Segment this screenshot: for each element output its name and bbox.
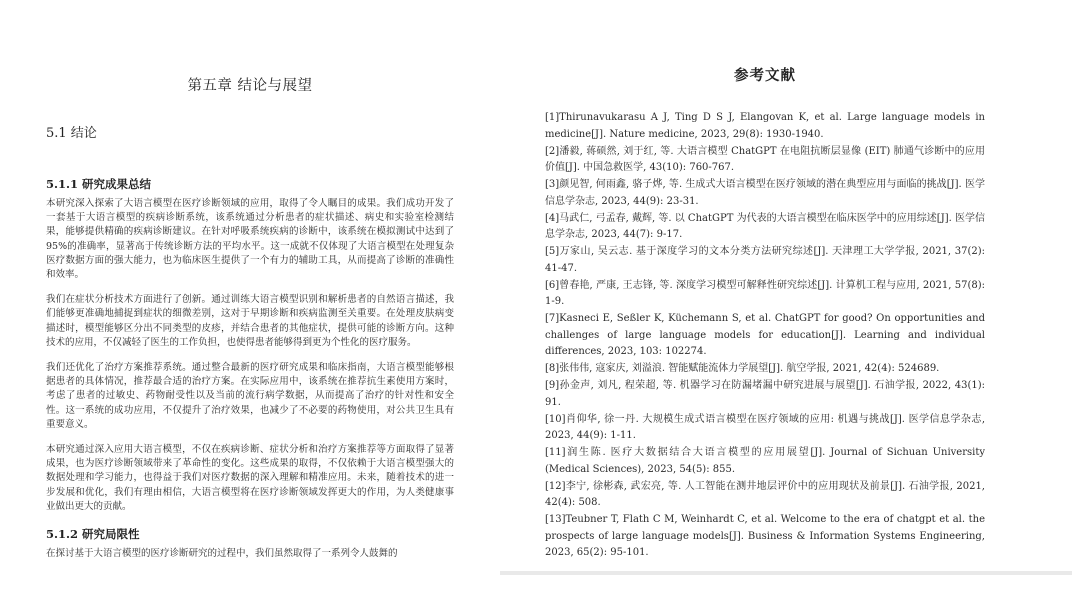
- reference-item: [7]Kasneci E, Seßler K, Küchemann S, et al. ChatGPT for good? On opportunities and challenges of large language models for education[J]. Learning and individual differences, 2023, 103: 102274.: [545, 313, 985, 357]
- paragraph: 本研究深入探索了大语言模型在医疗诊断领域的应用，取得了令人瞩目的成果。我们成功开发了一套基于大语言模型的疾病诊断系统，该系统通过分析患者的症状描述、病史和实验室检测结果，能够提供精确的疾病诊断建议。在针对呼吸系统疾病的诊断中，该系统在模拟测试中达到了95%的准确率，显著高于传统诊断方法的平均水平。这一成就不仅体现了大语言模型在处理复杂医疗数据方面的强大能力，也为临床医生提供了一个有力的辅助工具，从而提高了诊断的准确性和效率。: [46, 198, 454, 281]
- left-page-content: [46, 124, 454, 572]
- left-page: [0, 0, 500, 600]
- reference-item: [6]曾春艳, 严康, 王志锋, 等. 深度学习模型可解释性研究综述[J]. 计算机工程与应用, 2021, 57(8): 1-9.: [545, 279, 985, 307]
- paragraph: 本研究通过深入应用大语言模型，不仅在疾病诊断、症状分析和治疗方案推荐等方面取得了显著成果，也为医疗诊断领域带来了革命性的变化。这些成果的取得，不仅依赖于大语言模型强大的数据处理和学习能力，也得益于我们对医疗数据的深入理解和精准应用。未来，随着技术的进一步发展和优化，我们有理由相信，大语言模型将在医疗诊断领域发挥更大的作用，为人类健康事业做出更大的贡献。: [46, 444, 454, 512]
- reference-item: [5]万家山, 吴云志. 基于深度学习的文本分类方法研究综述[J]. 天津理工大学学报, 2021, 37(2): 41-47.: [545, 246, 985, 274]
- reference-item: [10]肖仰华, 徐一丹. 大规模生成式语言模型在医疗领域的应用: 机遇与挑战[J]. 医学信息学杂志, 2023, 44(9): 1-11.: [545, 413, 985, 441]
- paragraph-partial: 在探讨基于大语言模型的医疗诊断研究的过程中，我们虽然取得了一系列令人鼓舞的: [46, 548, 398, 560]
- reference-item: [1]Thirunavukarasu A J, Ting D S J, Elangovan K, et al. Large language models in medicine[J]. Nature medicine, 2023, 29(8): 1930-1940.: [545, 112, 985, 140]
- right-page: [500, 0, 1072, 575]
- reference-item: [3]颜见智, 何雨鑫, 骆子烨, 等. 生成式大语言模型在医疗领域的潜在典型应用与面临的挑战[J]. 医学信息学杂志, 2023, 44(9): 23-31.: [545, 179, 985, 207]
- section-heading-5-1-1: 5.1.1 研究成果总结: [46, 177, 152, 191]
- references-title: 参考文献: [734, 67, 796, 84]
- paragraph: 我们在症状分析技术方面进行了创新。通过训练大语言模型识别和解析患者的自然语言描述，我们能够更准确地捕捉到症状的细微差别，这对于早期诊断和疾病监测至关重要。在处理皮肤病变描述时，模型能够区分出不同类型的皮疹，并结合患者的其他症状，提供可能的诊断方向。这种技术的应用，不仅减轻了医生的工作负担，也使得患者能够得到更为个性化的医疗服务。: [46, 294, 454, 348]
- reference-list: [545, 110, 985, 562]
- reference-item: [11]润生陈. 医疗大数据结合大语言模型的应用展望[J]. Journal of Sichuan University (Medical Sciences), 2023, 54(5): 855.: [545, 447, 985, 475]
- reference-item: [12]李宁, 徐彬森, 武宏亮, 等. 人工智能在测井地层评价中的应用现状及前景[J]. 石油学报, 2021, 42(4): 508.: [545, 480, 985, 508]
- paragraph: 我们还优化了治疗方案推荐系统。通过整合最新的医疗研究成果和临床指南，大语言模型能够根据患者的具体情况，推荐最合适的治疗方案。在实际应用中，该系统在推荐抗生素使用方案时，考虑了患者的过敏史、药物耐受性以及当前的流行病学数据，从而提高了治疗的针对性和安全性。这一系统的成功应用，不仅提升了治疗效果，也减少了不必要的药物使用，对公共卫生具有重要意义。: [46, 362, 454, 430]
- reference-item: [4]马武仁, 弓孟春, 戴辉, 等. 以 ChatGPT 为代表的大语言模型在临床医学中的应用综述[J]. 医学信息学杂志, 2023, 44(7): 9-17.: [545, 212, 985, 240]
- chapter-title: 第五章 结论与展望: [187, 78, 313, 94]
- reference-item: [9]孙金声, 刘凡, 程荣超, 等. 机器学习在防漏堵漏中研究进展与展望[J]. 石油学报, 2022, 43(1): 91.: [545, 380, 985, 408]
- section-heading-5-1: 5.1 结论: [46, 126, 97, 141]
- reference-item: [2]潘毅, 蒋硕然, 刘于红, 等. 大语言模型 ChatGPT 在电阻抗断层显像 (EIT) 肺通气诊断中的应用价值[J]. 中国急救医学, 43(10): 760-767.: [545, 145, 985, 173]
- reference-item: [13]Teubner T, Flath C M, Weinhardt C, et al. Welcome to the era of chatgpt et al. the prospects of large language models[J]. Business & Information Systems Engineering, 2023, 65(2): 95-101.: [545, 514, 985, 558]
- section-heading-5-1-2: 5.1.2 研究局限性: [46, 527, 140, 542]
- reference-item: [8]张伟伟, 寇家庆, 刘溢浪. 智能赋能流体力学展望[J]. 航空学报, 2021, 42(4): 524689.: [545, 363, 940, 374]
